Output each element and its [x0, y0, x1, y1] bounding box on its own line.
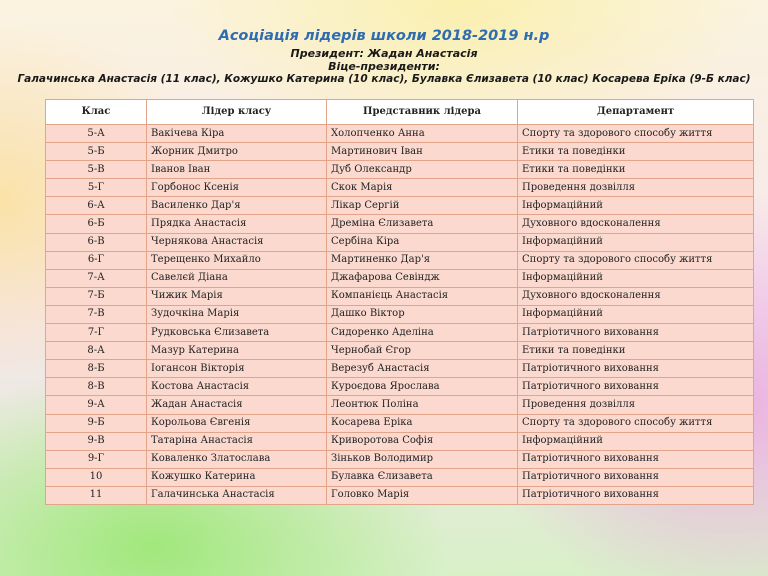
cell-leader: Савелєй Діана — [147, 269, 327, 287]
cell-leader: Мазур Катерина — [147, 342, 327, 360]
vice-presidents-names: Галачинська Анастасія (11 клас), Кожушко Катерина (10 клас), Булавка Єлизавета (10 клас) Косарева Еріка (9-Б клас) — [17, 73, 751, 85]
cell-class: 9-Г — [46, 450, 147, 468]
cell-department: Патріотичного виховання — [518, 360, 754, 378]
cell-department: Спорту та здорового способу життя — [518, 125, 754, 143]
cell-leader: Кожушко Катерина — [147, 468, 327, 486]
table-header-row — [46, 100, 754, 125]
cell-representative: Сидоренко Аделіна — [327, 324, 518, 342]
table-row — [46, 251, 754, 269]
table-row — [46, 305, 754, 323]
cell-leader: Горбонос Ксенія — [147, 179, 327, 197]
cell-class: 5-В — [46, 161, 147, 179]
document-header — [0, 25, 768, 86]
cell-leader: Чернякова Анастасія — [147, 233, 327, 251]
table-row — [46, 197, 754, 215]
table-row — [46, 233, 754, 251]
table-row — [46, 125, 754, 143]
cell-leader: Чижик Марія — [147, 287, 327, 305]
cell-department: Інформаційний — [518, 269, 754, 287]
table-row — [46, 143, 754, 161]
cell-class: 9-Б — [46, 414, 147, 432]
cell-department: Патріотичного виховання — [518, 378, 754, 396]
cell-department: Патріотичного виховання — [518, 450, 754, 468]
table-row — [46, 378, 754, 396]
cell-leader: Іванов Іван — [147, 161, 327, 179]
table-row — [46, 486, 754, 504]
column-header-class: Клас — [46, 100, 147, 125]
cell-leader: Жадан Анастасія — [147, 396, 327, 414]
cell-representative: Зіньков Володимир — [327, 450, 518, 468]
cell-department: Спорту та здорового способу життя — [518, 251, 754, 269]
cell-leader: Коваленко Златослава — [147, 450, 327, 468]
cell-leader: Рудковська Єлизавета — [147, 324, 327, 342]
cell-leader: Іогансон Вікторія — [147, 360, 327, 378]
cell-representative: Джафарова Севіндж — [327, 269, 518, 287]
cell-representative: Холопченко Анна — [327, 125, 518, 143]
cell-department: Проведення дозвілля — [518, 396, 754, 414]
cell-class: 7-В — [46, 305, 147, 323]
cell-representative: Дреміна Єлизавета — [327, 215, 518, 233]
table-row — [46, 468, 754, 486]
cell-representative: Дашко Віктор — [327, 305, 518, 323]
cell-representative: Булавка Єлизавета — [327, 468, 518, 486]
vice-presidents-heading: Віце-президенти: — [328, 60, 440, 73]
cell-class: 7-Б — [46, 287, 147, 305]
cell-representative: Сербіна Кіра — [327, 233, 518, 251]
cell-leader: Вакічева Кіра — [147, 125, 327, 143]
cell-representative: Мартинович Іван — [327, 143, 518, 161]
table-row — [46, 269, 754, 287]
table-row — [46, 414, 754, 432]
cell-representative: Лікар Сергій — [327, 197, 518, 215]
cell-department: Спорту та здорового способу життя — [518, 414, 754, 432]
president-line: Президент: Жадан Анастасія — [290, 47, 478, 60]
cell-leader: Василенко Дар'я — [147, 197, 327, 215]
cell-class: 8-А — [46, 342, 147, 360]
cell-department: Етики та поведінки — [518, 143, 754, 161]
cell-representative: Чернобай Єгор — [327, 342, 518, 360]
cell-class: 8-В — [46, 378, 147, 396]
cell-leader: Прядка Анастасія — [147, 215, 327, 233]
table-row — [46, 432, 754, 450]
table-row — [46, 179, 754, 197]
cell-class: 11 — [46, 486, 147, 504]
column-header-leader: Лідер класу — [147, 100, 327, 125]
table-row — [46, 287, 754, 305]
cell-class: 6-Б — [46, 215, 147, 233]
cell-representative: Верезуб Анастасія — [327, 360, 518, 378]
leaders-table — [45, 99, 754, 505]
page-title: Асоціація лідерів школи 2018-2019 н.р — [218, 28, 550, 44]
cell-representative: Скок Марія — [327, 179, 518, 197]
cell-department: Проведення дозвілля — [518, 179, 754, 197]
cell-representative: Косарева Еріка — [327, 414, 518, 432]
column-header-department: Департамент — [518, 100, 754, 125]
cell-representative: Леонтюк Поліна — [327, 396, 518, 414]
cell-class: 6-В — [46, 233, 147, 251]
table-row — [46, 360, 754, 378]
column-header-representative: Представник лідера — [327, 100, 518, 125]
cell-department: Інформаційний — [518, 432, 754, 450]
cell-class: 8-Б — [46, 360, 147, 378]
table-row — [46, 342, 754, 360]
cell-leader: Жорник Дмитро — [147, 143, 327, 161]
cell-class: 7-Г — [46, 324, 147, 342]
cell-representative: Дуб Олександр — [327, 161, 518, 179]
cell-representative: Головко Марія — [327, 486, 518, 504]
cell-leader: Терещенко Михайло — [147, 251, 327, 269]
cell-leader: Зудочкіна Марія — [147, 305, 327, 323]
cell-department: Патріотичного виховання — [518, 324, 754, 342]
table-row — [46, 161, 754, 179]
cell-department: Духовного вдосконалення — [518, 215, 754, 233]
cell-leader: Галачинська Анастасія — [147, 486, 327, 504]
cell-representative: Компанієць Анастасія — [327, 287, 518, 305]
cell-class: 5-Г — [46, 179, 147, 197]
cell-representative: Куроєдова Ярослава — [327, 378, 518, 396]
cell-class: 7-А — [46, 269, 147, 287]
cell-class: 6-Г — [46, 251, 147, 269]
cell-department: Етики та поведінки — [518, 161, 754, 179]
cell-class: 5-Б — [46, 143, 147, 161]
table-row — [46, 324, 754, 342]
cell-leader: Татаріна Анастасія — [147, 432, 327, 450]
cell-leader: Корольова Євгенія — [147, 414, 327, 432]
cell-class: 10 — [46, 468, 147, 486]
cell-department: Патріотичного виховання — [518, 486, 754, 504]
table-body — [46, 125, 754, 505]
cell-class: 9-В — [46, 432, 147, 450]
cell-class: 9-А — [46, 396, 147, 414]
cell-department: Етики та поведінки — [518, 342, 754, 360]
cell-class: 5-А — [46, 125, 147, 143]
cell-department: Патріотичного виховання — [518, 468, 754, 486]
cell-representative: Мартиненко Дар'я — [327, 251, 518, 269]
cell-leader: Костова Анастасія — [147, 378, 327, 396]
cell-department: Інформаційний — [518, 233, 754, 251]
cell-representative: Криворотова Софія — [327, 432, 518, 450]
cell-department: Інформаційний — [518, 197, 754, 215]
table-row — [46, 215, 754, 233]
cell-department: Інформаційний — [518, 305, 754, 323]
cell-class: 6-А — [46, 197, 147, 215]
table-row — [46, 396, 754, 414]
cell-department: Духовного вдосконалення — [518, 287, 754, 305]
table-row — [46, 450, 754, 468]
